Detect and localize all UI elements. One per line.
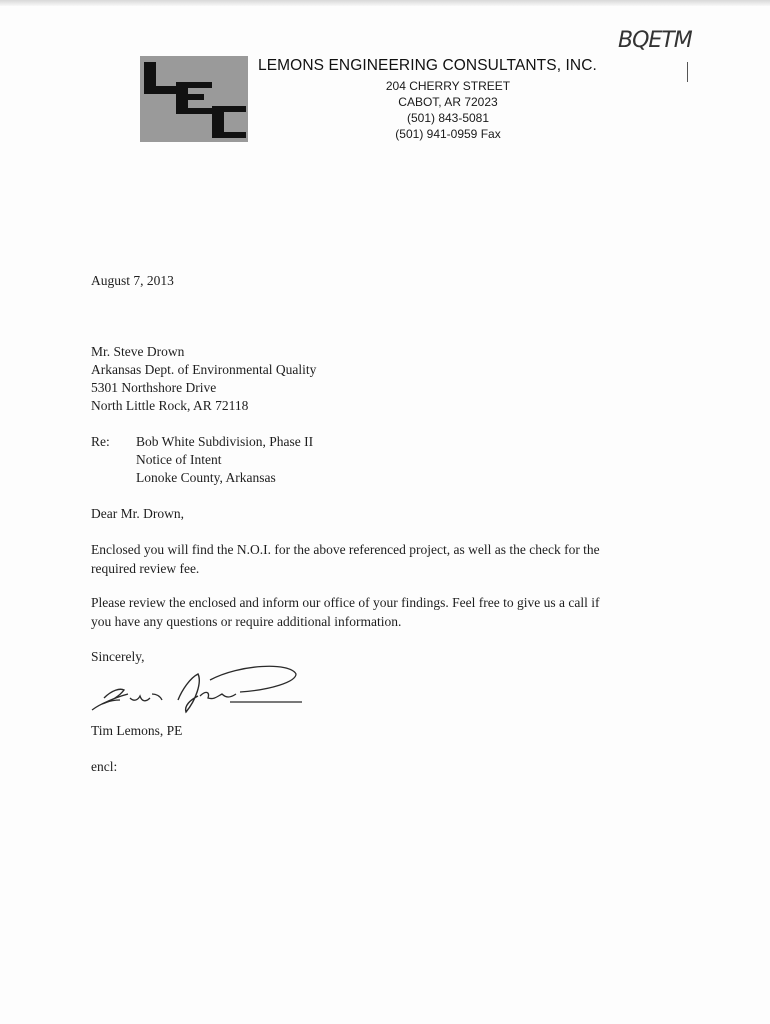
body-p2-line2: you have any questions or require additional information.	[91, 614, 402, 629]
body-p2-line1: Please review the enclosed and inform our office of your findings. Feel free to give us a call if	[91, 595, 600, 610]
company-name: LEMONS ENGINEERING CONSULTANTS, INC.	[258, 57, 597, 74]
closing: Sincerely,	[91, 649, 145, 664]
signer-name: Tim Lemons, PE	[91, 723, 183, 738]
re-label: Re:	[91, 434, 110, 449]
enclosure-note: encl:	[91, 759, 118, 774]
company-fax: (501) 941-0959 Fax	[395, 127, 501, 141]
signature	[90, 660, 310, 720]
re-line-1: Bob White Subdivision, Phase II	[136, 434, 314, 449]
recipient-street: 5301 Northshore Drive	[91, 380, 217, 395]
company-logo	[140, 56, 248, 142]
company-city: CABOT, AR 72023	[398, 95, 498, 109]
re-line-3: Lonoke County, Arkansas	[136, 470, 276, 485]
body-p1-line1: Enclosed you will find the N.O.I. for the above referenced project, as well as the check for the	[91, 542, 600, 557]
salutation: Dear Mr. Drown,	[91, 506, 184, 521]
margin-mark	[687, 62, 688, 82]
handwritten-mark: BQETM	[618, 28, 692, 53]
body-p1-line2: required review fee.	[91, 561, 200, 576]
letter-date: August 7, 2013	[91, 273, 174, 288]
re-line-2: Notice of Intent	[136, 452, 222, 467]
recipient-org: Arkansas Dept. of Environmental Quality	[91, 362, 317, 377]
company-phone: (501) 843-5081	[406, 111, 490, 125]
scan-edge	[0, 0, 770, 6]
recipient-name: Mr. Steve Drown	[91, 344, 185, 359]
recipient-city: North Little Rock, AR 72118	[91, 398, 249, 413]
company-street: 204 CHERRY STREET	[385, 79, 511, 93]
